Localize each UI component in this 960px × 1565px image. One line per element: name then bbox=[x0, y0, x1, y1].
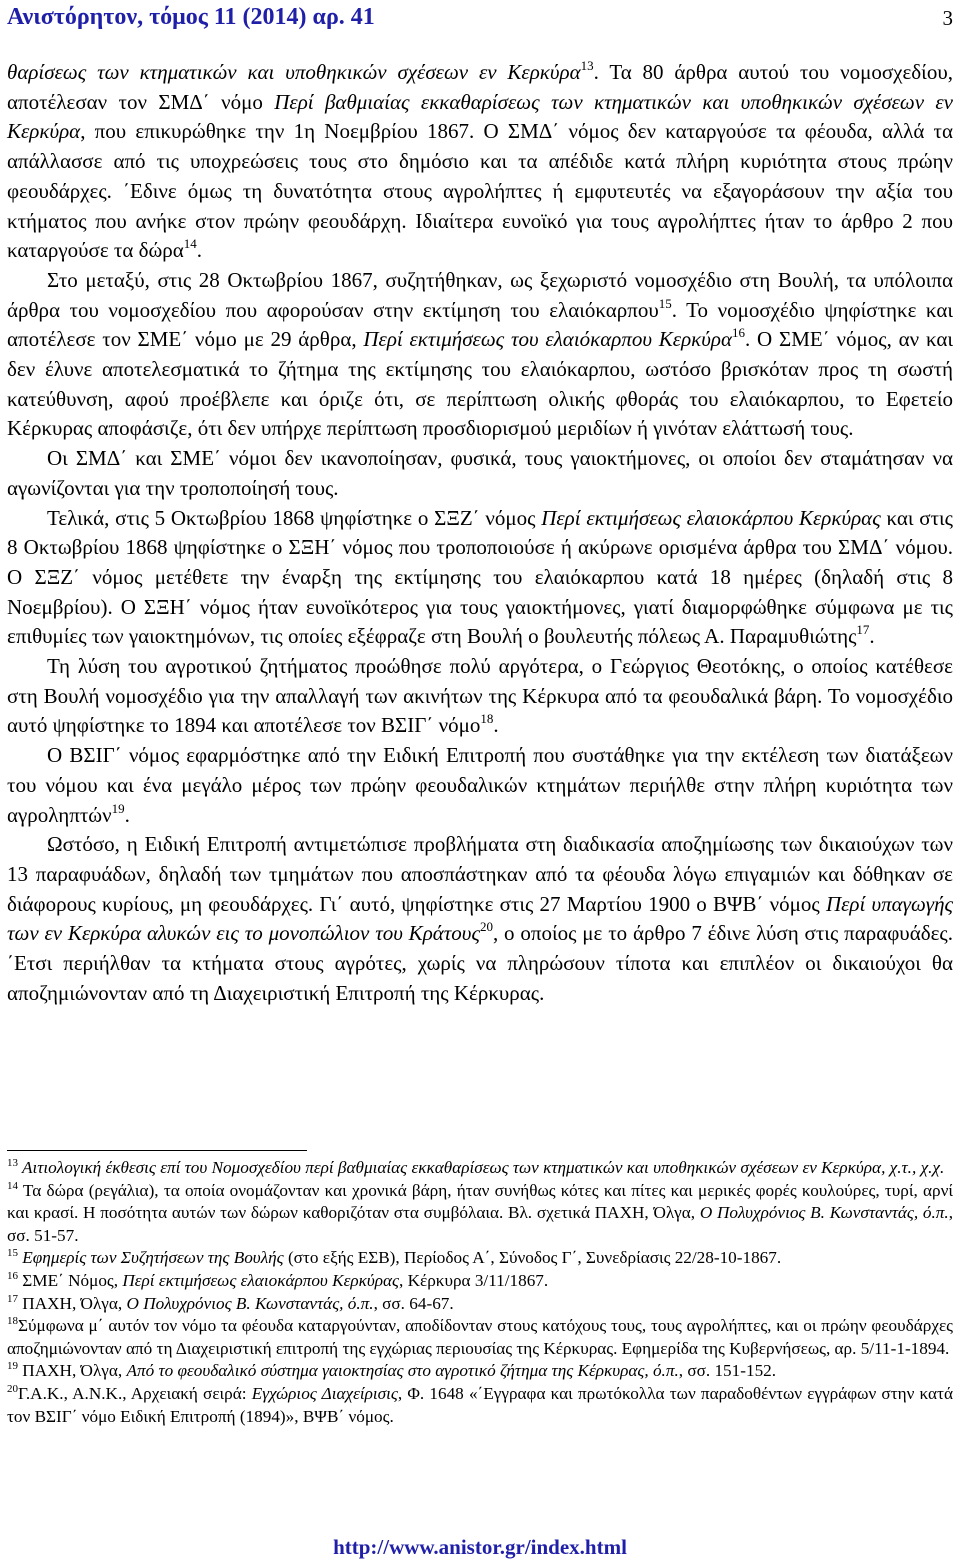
footnote-marker: 16 bbox=[7, 1269, 18, 1282]
text-run: Οι ΣΜΔ΄ και ΣΜΕ΄ νόμοι δεν ικανοποίησαν, φυσικά, τους γαιοκτήμονες, οι οποίοι δεν σταμάτησαν να αγωνίζονται για την τροποποίησή τους. bbox=[7, 446, 953, 500]
paragraph-6 bbox=[7, 741, 953, 830]
text-run: Σύμφωνα μ΄ αυτόν τον νόμο τα φέουδα καταργούνταν, αποδίδονταν στους κατόχους τους, τους αγρολήπτες, και οι πρώην φεουδάρχες αποζημιώνονταν από τη Διαχειριστική επιτροπή της εγχώριας περιουσίας της Κέρκυρας. Εφημερίδα της Κυβερνήσεως, αρ. 5/11-1-1894. bbox=[7, 1316, 953, 1358]
text-run: . Τα 80 άρθρα αυτού του νομοσχεδίου, αποτέλεσαν τον ΣΜΔ΄ νόμο bbox=[7, 60, 953, 114]
text-run: Τη λύση του αγροτικού ζητήματος προώθησε πολύ αργότερα, ο Γεώργιος Θεοτόκης, ο οποίος κατέθεσε στη Βουλή νομοσχέδιο για την απαλλαγή των ακινήτων της Κέρκυρα από τα φεουδαλικά βάρη. Το νομοσχέδιο αυτό ψηφίστηκε το 1894 και αποτέλεσε τον ΒΣΙΓ΄ νόμο bbox=[7, 654, 953, 738]
page-number: 3 bbox=[942, 6, 953, 30]
footnote-19 bbox=[7, 1360, 953, 1383]
footnote-marker: 13 bbox=[580, 58, 594, 73]
text-run: Περί εκτιμήσεως ελαιοκάρπου Κερκύρας bbox=[122, 1270, 399, 1290]
footnotes bbox=[7, 1150, 953, 1428]
text-run: . Ο ΣΜΕ΄ νόμος, αν και δεν έλυνε αποτελεσματικά το ζήτημα της εκτίμησης του ελαιόκαρπου, ωστόσο βρισκόταν προς τη σωστή κατεύθυνση, αφού προέβλεπε και όριζε ότι, σε περίπτωση ολικής φθοράς του ελαιόκαρπου, το Εφετείο Κέρκυρας αποφάσιζε, ότι δεν υπήρχε περίπτωση προσδιορισμού μεριδίων ή γινόταν ελάττωσή τους. bbox=[7, 327, 954, 441]
footnote-marker: 15 bbox=[7, 1247, 18, 1260]
footnote-20 bbox=[7, 1383, 953, 1428]
footnote-17 bbox=[7, 1293, 953, 1316]
footnote-marker: 14 bbox=[183, 236, 197, 252]
text-run: Περί εκτιμήσεως ελαιοκάρπου Κερκύρας bbox=[541, 505, 881, 530]
footnote-marker: 19 bbox=[7, 1360, 18, 1373]
text-run: Ο ΒΣΙΓ΄ νόμος εφαρμόστηκε από την Ειδική Επιτροπή που συστάθηκε για την εκτέλεση των διατάξεων του νόμου και ένα μεγάλο μέρος των πρώην φεουδαλικών κτημάτων περιήλθε στην πλήρη κυριότητα των αγροληπτών bbox=[7, 743, 953, 827]
footnote-marker: 14 bbox=[7, 1179, 18, 1192]
footnote-marker: 17 bbox=[7, 1292, 18, 1305]
text-run: , σσ. 51-57. bbox=[7, 1203, 953, 1245]
footnote-18 bbox=[7, 1315, 953, 1360]
footnote-divider bbox=[7, 1150, 307, 1151]
text-run: . bbox=[493, 713, 499, 738]
footnote-16 bbox=[7, 1270, 953, 1293]
text-run: Από το φεουδαλικό σύστημα γαιοκτησίας στο αγροτικό ζήτημα της Κέρκυρας, ό.π. bbox=[126, 1361, 679, 1381]
footnote-marker: 20 bbox=[7, 1382, 18, 1395]
article-body bbox=[7, 58, 953, 1009]
text-run: Τελικά, στις 5 Οκτωβρίου 1868 ψηφίστηκε ο ΣΞΖ΄ νόμος bbox=[47, 505, 542, 530]
text-run: θαρίσεως των κτηματικών και υποθηκικών σχέσεων εν Κερκύρα bbox=[7, 60, 581, 84]
text-run: , σσ. 151-152. bbox=[678, 1361, 777, 1381]
footer-url-link[interactable]: http://www.anistor.gr/index.html bbox=[333, 1535, 627, 1559]
footnote-marker: 15 bbox=[658, 295, 672, 311]
footnote-marker: 17 bbox=[856, 622, 870, 638]
footnote-marker: 13 bbox=[7, 1157, 18, 1169]
paragraph-2 bbox=[7, 266, 953, 444]
paragraph-7 bbox=[7, 830, 953, 1008]
paragraph-3 bbox=[7, 444, 953, 503]
paragraph-5 bbox=[7, 652, 953, 741]
footnote-marker: 18 bbox=[7, 1315, 18, 1328]
footnote-marker: 18 bbox=[480, 711, 494, 727]
text-run: Περί βαθμιαίας εκκαθαρίσεως των κτηματικών και υποθηκικών σχέσεων εν Κερκύρα bbox=[7, 89, 954, 144]
text-run: Τα δώρα (ρεγάλια), τα οποία ονομάζονταν και χρονικά βάρη, ήταν συνήθως κότες και πίτες και μερικές φορές κουλούρες, τυρί, αρνί και κρασί. Η ποσότητα αυτών των δώρων καθοριζόταν στα συμβόλαια. Βλ. σχετικά ΠΑΧΗ, Όλγα, bbox=[7, 1180, 953, 1223]
paragraph-4 bbox=[7, 504, 953, 653]
text-run: , Κέρκυρα 3/11/1867. bbox=[398, 1270, 549, 1290]
text-run: , που επικυρώθηκε την 1η Νοεμβρίου 1867. Ο ΣΜΔ΄ νόμος δεν καταργούσε τα φέουδα, αλλά τα απάλλασσε από τις υποχρεώσεις τους στο δημόσιο και τα απέδιδε κατά πλήρη κυριότητα στους πρώην φεουδάρχες. ΄Εδινε όμως τη δυνατότητα στους αγρολήπτες ή εμφυτευτές να εξαγοράσουν την αξία του κτήματος που ανήκε στον πρώην φεουδάρχη. Ιδιαίτερα ευνοϊκό για τους αγρολήπτες ήταν το άρθρο 2 που καταργούσε τα δώρα bbox=[7, 119, 953, 263]
footnote-marker: 20 bbox=[479, 919, 493, 935]
text-run: Ο Πολυχρόνιος Β. Κωνσταντάς, ό.π. bbox=[699, 1203, 949, 1223]
page-header bbox=[7, 4, 953, 38]
text-run: , ο οποίος με το άρθρο 7 έδινε λύση στις παραφυάδες. ΄Ετσι περιήλθαν τα κτήματα στους αγρότες, χωρίς να πληρώσουν τίποτα και επιπλέον οι δικαιούχοι θα αποζημιώνονταν από τη Διαχειριστική Επιτροπή της Κέρκυρας. bbox=[7, 921, 953, 1005]
footnote-15 bbox=[7, 1247, 953, 1270]
text-run: Στο μεταξύ, στις 28 Οκτωβρίου 1867, συζητήθηκαν, ως ξεχωριστό νομοσχέδιο στη Βουλή, τα υπόλοιπα άρθρα του νομοσχεδίου που αφορούσαν στην εκτίμηση του ελαιόκαρπου bbox=[7, 267, 953, 322]
text-run: , Φ. 1648 «΄Εγγραφα και πρωτόκολλα των παραδοθέντων εγγράφων στην κατά τον ΒΣΙΓ΄ νόμο Ειδική Επιτροπή (1894)», ΒΨΒ΄ νόμος. bbox=[7, 1383, 953, 1426]
text-run: και στις 8 Οκτωβρίου 1868 ψηφίστηκε ο ΣΞΗ΄ νόμος που τροποποιούσε ή ακύρωνε ορισμένα άρθρα του ΣΜΔ΄ νόμου. Ο ΣΞΖ΄ νόμος μετέθετε την έναρξη της εκτίμησης του ελαιόκαρπου κατά 18 ημέρες (δηλαδή στις 8 Νοεμβρίου). Ο ΣΞΗ΄ νόμος ήταν ευνοϊκότερος για τους γαιοκτήμονες, γιατί διαμορφώθηκε σύμφωνα με τις επιθυμίες των γαιοκτημόνων, τις οποίες εξέφραζε στη Βουλή ο βουλευτής πόλεως Α. Παραμυθιώτης bbox=[7, 505, 953, 649]
text-run: Περί υπαγωγής των εν Κερκύρα αλυκών εις το μονοπώλιον του Κράτους bbox=[7, 891, 954, 946]
text-run: . bbox=[124, 802, 130, 827]
text-run: Αιτιολογική έκθεσις επί του Νομοσχεδίου περί βαθμιαίας εκκαθαρίσεως των κτηματικών και υποθηκικών σχέσεων εν Κερκύρα, χ.τ., χ.χ. bbox=[18, 1158, 945, 1177]
text-run: ΠΑΧΗ, Όλγα, bbox=[18, 1293, 127, 1313]
text-run: Γ.Α.Κ., Α.Ν.Κ., Αρχειακή σειρά: bbox=[18, 1383, 252, 1403]
text-run: Εφημερίς των Συζητήσεων της Βουλής bbox=[18, 1248, 284, 1268]
text-run: ΣΜΕ΄ Νόμος, bbox=[18, 1270, 123, 1290]
footnote-marker: 19 bbox=[111, 800, 125, 816]
text-run: ΠΑΧΗ, Όλγα, bbox=[18, 1361, 127, 1381]
text-run: Εγχώριος Διαχείρισις bbox=[251, 1383, 398, 1403]
footnote-14 bbox=[7, 1180, 953, 1248]
text-run: Περί εκτιμήσεως του ελαιόκαρπου Κερκύρα bbox=[363, 327, 732, 352]
text-run: . Το νομοσχέδιο ψηφίστηκε και αποτέλεσε τον ΣΜΕ΄ νόμο με 29 άρθρα, bbox=[7, 297, 953, 352]
text-run: , σσ. 64-67. bbox=[373, 1293, 454, 1313]
text-run: (στο εξής ΕΣΒ), Περίοδος Α΄, Σύνοδος Γ΄, Συνεδρίασις 22/28-10-1867. bbox=[283, 1248, 782, 1268]
text-run: Ο Πολυχρόνιος Β. Κωνσταντάς, ό.π. bbox=[126, 1293, 374, 1313]
journal-title: Ανιστόρητον, τόμος 11 (2014) αρ. 41 bbox=[7, 4, 375, 30]
paragraph-1 bbox=[7, 58, 953, 266]
text-run: . bbox=[196, 238, 203, 263]
text-run: . bbox=[869, 624, 875, 649]
footnote-marker: 16 bbox=[732, 325, 745, 341]
text-run: Ωστόσο, η Ειδική Επιτροπή αντιμετώπισε προβλήματα στη διαδικασία αποζημίωσης των δικαιούχων των 13 παραφυάδων, δηλαδή των τμημάτων που αποσπάστηκαν από τα φέουδα λόγω επιγαμιών και δόθηκαν σε διάφορους κυρίους, μη φεουδάρχες. Γι΄ αυτό, ψηφίστηκε στις 27 Μαρτίου 1900 ο ΒΨΒ΄ νόμος bbox=[7, 832, 953, 916]
footnote-13 bbox=[7, 1157, 953, 1180]
